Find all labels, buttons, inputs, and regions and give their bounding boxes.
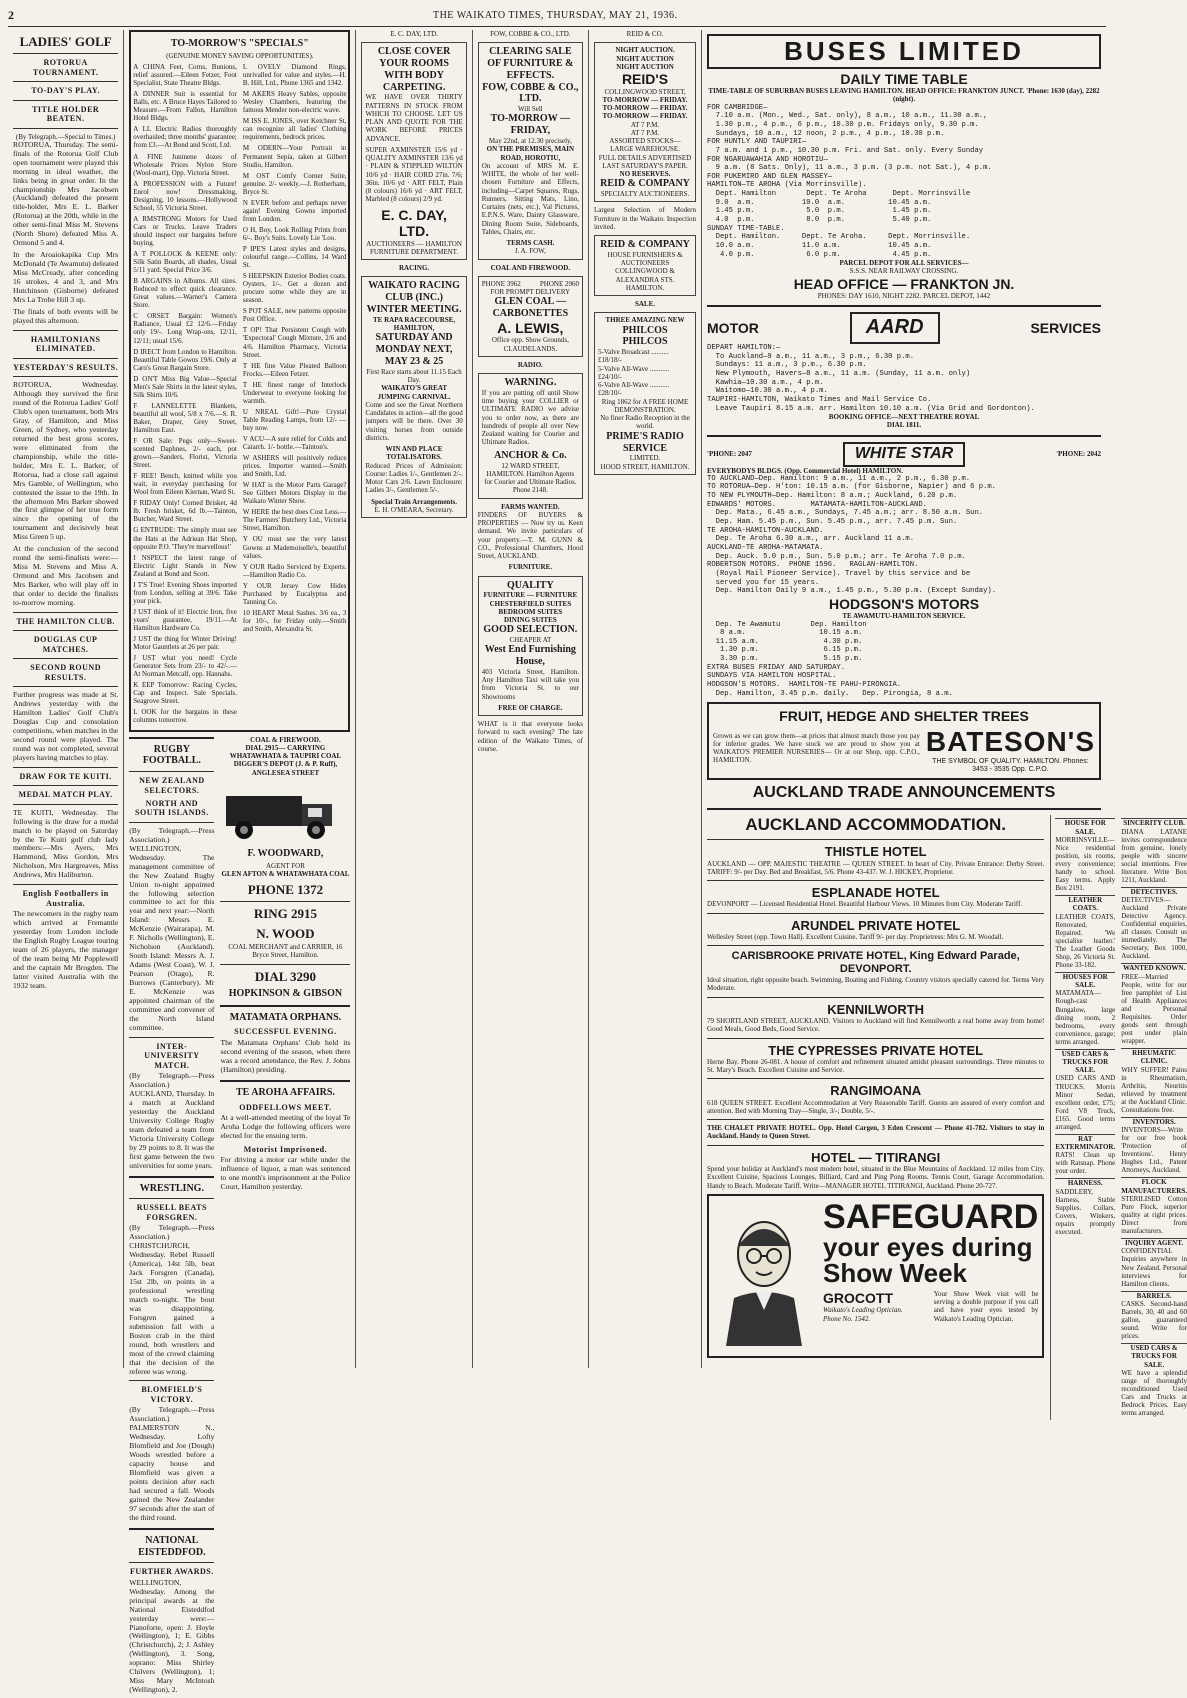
ad-body: Grown as we can grow them—at prices that almost match those you pay for inferior grades. We have stock we are proud to show you at WAIKATO'S PREMIER NURSERIES— Or at our Shop, opp. C.P.O., HAMILTON. [713,731,920,765]
ad-terms: TERMS CASH. [506,239,555,248]
classified-heading: RHEUMATIC CLINIC. [1121,1048,1187,1066]
byline: (By Telegraph.—Special to Times.) [15,132,116,141]
section-header: COAL AND FIREWOOD. [490,263,571,272]
headline: WRESTLING. [139,1182,204,1194]
company: REID & COMPANY [600,239,690,251]
column-specials [124,30,356,1695]
article-paragraph: Further progress was made at St. Andrews yesterday with the Hamilton Ladies' Golf Club's Douglas Cup and consolation competitions, when matches in the second round were played. The round was not completed, several players having matches to play. [13,690,119,762]
hotel-kennilworth: KENNILWORTH [827,1001,925,1017]
details: FULL DETAILS ADVERTISED [598,153,692,162]
auction-line: NIGHT AUCTION [616,54,674,63]
ad-date: TO-MORROW — FRIDAY, [490,113,571,137]
classified-heading: HOUSES FOR SALE. [1055,972,1115,990]
hotel-desc: Herne Bay. Phone 26-081. A house of comfort and refinement situated amidst pleasant surroundings. Three minutes to St. Mary's Beach. Excellent Cuisine and Service. [707,1057,1045,1075]
grocott-phone: Phone No. 1542. [823,1314,871,1323]
ad-title: QUALITY [507,579,554,591]
classified-text: MORRINSVILLE—Nice residential position, six rooms, every convenience; handy to school. Easy terms. Apply Box 2191. [1055,835,1116,893]
special-item: Y OUR Radio Serviced by Experts.—Hamilton Radio Co. [242,562,347,579]
special-item: Y OUR Jersey Cow Hides Purchased by Eucalyptus and Tanning Co. [242,581,347,606]
column-header: E. C. DAY, LTD. [390,30,438,38]
race-subhead: WIN AND PLACE TOTALISATORS. [385,445,443,462]
hodgsons-title: HODGSON'S MOTORS [828,595,980,612]
motor-label: MOTOR [707,320,759,337]
headline-ladies-golf: LADIES' GOLF [19,34,112,49]
article-paragraph: ROTORUA, Wednesday. Although they survived the first round of the Rotorua Ladies' Golf Club's open tournament, both Mrs Gray, of Hamilton, and Miss Green, of Sydney, who yesterday returned the best gross scores, were eliminated from the championship, while the title-holder, Mrs E. L. Barker, of Rotorua, had a close call against Mrs Gamble, of Wellington, who contested the issue to the 19th. In the afternoon Mrs Barker showed the first glimpse of her true form since the opening of the tournament and decisively beat Miss Green 5 up. [13,380,119,542]
subhead: MEDAL MATCH PLAY. [18,790,113,800]
classified-text: DETECTIVES—Auckland Private Detective Agency. Confidential enquiries, all classes. Consult us immediately. The Secretary, Box 1000, Auckland. [1121,896,1187,961]
buses-limited-title: BUSES LIMITED [707,34,1101,69]
phone-number: PHONE 1372 [247,882,324,898]
ad-title: WARNING. [504,377,557,389]
column-ec-day [356,30,472,1368]
fruit-trees-ad [707,702,1101,780]
special-item: W HERE the best does Cost Less.—The Farmers' Butchery Ltd., Victoria Street, Hamilton. [242,508,347,533]
hotel-desc: DEVONPORT — Licensed Residential Hotel. Beautiful Harbour Views. 10 Minutes from City. Moderate Tariff. [707,900,1023,909]
article-paragraph: (By Telegraph.—Press Association.) PALMERSTON N., Wednesday. Lofty Blomfield and Joe (Dough) Woods wrestled before a capacity house and Blomfield was given a points decision after each had secured a fall. Woods gained the New Zealander 97 seconds after the start of the third round. [129,1405,215,1522]
special-item: T OP! That Persistent Cough with 'Expectoral' Cough Mixture, 2/6 and 4/6. Hamilton Pharmacy, Victoria Street. [242,326,347,359]
hotel-cypresses: THE CYPRESSES PRIVATE HOTEL [768,1042,984,1058]
hotel-carisbrooke: CARISBROOKE PRIVATE HOTEL, King Edward Parade, DEVONPORT. [731,950,1020,976]
subhead: INTER-UNIVERSITY MATCH. [144,1041,200,1070]
sss: S.S.S. NEAR RAILWAY CROSSING. [849,267,959,276]
specialty: SPECIALTY AUCTIONEERS. [600,190,690,199]
ad-sub: HOUSE FURNISHERS & AUCTIONEERS [607,250,683,268]
classified-text: USED CARS AND TRUCKS. Morris Minor Sedan, excellent order, £75; Ford V8 Truck, £165. Good terms arranged. [1055,1074,1116,1131]
advertiser-name: N. WOOD [256,925,315,941]
ad-body: On account of MRS M. E. WHITE, the whole of her well-chosen Furniture and Effects, including—Carpet Squares, Rugs, Runners, Sitting Mats, Lino, Curtains (nets, etc.), Val Pictures, E.P.N.S. Ware, Dainty Glassware, Dining Room Suite, Sideboards, Tables, Chairs, etc. [481,161,579,236]
no-reserves: NO RESERVES. [619,170,671,179]
furn-line: DINING SUITES [504,616,557,625]
special-item: S POT SALE, new patterns opposite Post Office. [242,307,347,324]
time-line: AT 7 P.M. [630,120,660,129]
ad-address: HOOD STREET, HAMILTON. [600,462,690,471]
brand: PHILCOS [622,324,668,336]
special-item: G ENTRUDE: The simply must see the Hats at the Adriean Hat Shop, opposite P.O. 'They're marvellous!' [133,526,237,551]
ad-title: THREE AMAZING NEW [605,316,685,325]
hotel-desc: Wellesley Street (opp. Town Hall). Excellent Cuisine. Tariff 9/- per day. Proprietress: Mrs G. M. Woodall. [707,933,1004,942]
ad-sub: Office opp. Show Grounds, CLAUDELANDS. [491,336,569,353]
ad-prices: SUPER AXMINSTER 15/6 yd · QUALITY AXMINSTER 13/6 yd · PLAIN & STIPPLED WILTON 10/6 yd · HAIR CORD 27in. 7/6; 36in. 10/6 yd · ART FELT, Plain (8 colours) 16/6 yd · ART FELT, Marbled (8 colours) 2/9 yd. [365,145,463,204]
classified-text: WE have a splendid range of thoroughly reconditioned Used Cars and Trucks at Bedrock Prices. Easy terms arranged. [1121,1368,1187,1418]
special-item: M AKERS Heavy Sables, opposite Wesley Chambers, featuring the famous Mender non-electric wave. [242,90,347,115]
special-item: A LL Electric Radios thoroughly overhauled; three months' guarantee; from £3.—At Bond and Scott, Ltd. [133,125,237,150]
special-item: V ACU—A sure relief for Colds and Catarrh. 1/- bottle.—Tainton's. [242,434,347,452]
section-header: FARMS WANTED. [501,502,560,511]
subhead: HAMILTONIANS ELIMINATED. [30,334,101,354]
hotel-titirangi: HOTEL — TITIRANGI [811,1149,941,1165]
subhead: DOUGLAS CUP MATCHES. [33,635,98,654]
race-subhead: Special Train Arrangements. [371,497,458,506]
philco-ad [594,312,696,474]
classified-heading: RAT EXTERMINATOR. [1055,1134,1116,1152]
coal-company: DIGGER'S DEPOT (J. & P. Ruff), ANGLESEA STREET [233,760,338,777]
cheaper: CHEAPER AT [509,636,552,645]
subhead: SECOND ROUND RESULTS. [30,663,101,682]
subhead: NEW ZEALAND SELECTORS. [139,776,205,795]
details: LAST SATURDAY'S PAPER. [602,161,688,170]
ad-title: CLOSE COVER YOUR ROOMS WITH BODY CARPETING. [377,46,451,93]
special-item: J UST the thing for Winter Driving! Motor Gauntlets at 26 per pair. [133,635,237,652]
grocott-sub: Waikato's Leading Optician. [823,1306,903,1315]
grocott-body: Your Show Week visit will be serving a double purpose if you call and have your eyes tested by Waikato's Leading Optician. [933,1289,1039,1323]
headline: MATAMATA ORPHANS. [229,1011,342,1023]
special-item: L OVELY Diamond Rings, unrivalled for value and styles.—H. B. Hill, Ltd., Phone 1365 and 1342. [242,63,347,88]
phone-right: 'PHONE: 2042 [1056,450,1101,459]
subhead: TO-DAY'S PLAY. [31,86,100,96]
special-item: M ISS E. JONES, over Ketchner St, can recognize all ladies' Clothing requirements, bedrock prices. [242,117,347,142]
reid-furnishers-ad [594,235,696,296]
subhead: YESTERDAY'S RESULTS. [13,362,119,372]
advertiser-sub: AGENT FOR [265,861,305,870]
special-item: W HAT is the Motor Parts Garage? See Gilbert Motors Display in the Waikato Winter Show. [242,481,347,506]
aard-timetable: DEPART HAMILTON:— To Auckland—9 a.m., 11 a.m., 3 p.m., 6.30 p.m. Sundays: 11 a.m., 3 p.m., 6.30 p.m. New Plymouth, Havers—8 a.m., 11 a.m. (Sunday, 11 a.m. only) Kawhia—10.30 a.m., 4 p.m. Waitomo—10.30 a.m., 4 p.m. TAUPIRI-HAMILTON, Waikato Times and Mail Service Co. Leave Taupiri 8.15 a.m. arr. Hamilton 10.10 a.m. (Via Grid and Gordonton). [707,344,1035,413]
special-item: W ASHERS will positively reduce prices. Importer wanted.—Smith and Smith, Ltd. [242,454,347,479]
headline: NATIONAL EISTEDDFOD. [138,1534,206,1558]
subhead: SUCCESSFUL EVENING. [234,1027,337,1037]
special-item: N EVER before and perhaps never again! Evening Gowns imported from London. [242,198,347,223]
ad-name: FOW, COBBE & CO., LTD. [482,81,579,105]
price-line: 5-Valve Broadcast .......... £18/18/- [598,348,669,365]
good-selection: GOOD SELECTION. [483,624,578,636]
headline: TE AROHA AFFAIRS. [235,1086,335,1098]
special-item: D ON'T Miss Big Value—Special Men's Sale Shirts in the latest styles, Silk Shirts 10/6. [133,374,237,399]
race-admission: Reduced Prices of Admission: Course: Ladies 1/-, Gentlemen 2/-. Motor Cars 2/6. Lawn Enclosure: Ladies 3/-, Gentlemen 5/-. [365,461,463,495]
phone-number: RING 2915 [253,906,318,922]
special-item: A FINE Juninene dozes of Wholesale Prices Nylon Store (Wool-mart), Opp. Victoria Street. [133,152,237,177]
special-item: F LANNELETTE Blankets, beautiful all wool, 5/8 x 7/6.—S. R. Baker, Draper, Grey Street, Hamilton East. [133,401,237,434]
classified-heading: SINCERITY CLUB. [1121,818,1187,827]
ad-name: A. LEWIS, [497,319,564,336]
hotel-desc: 618 QUEEN STREET. Excellent Accommodation at Very Reasonable Tariff. Guests are assured of every comfort and attention. Bed with Morning Tray—Single, 3/-; Double, 5/-. [707,1098,1045,1115]
hotel-desc: Ideal situation, right opposite beach. Swimming, Boating and Fishing. Country visitors specially catered for. Terms Very Moderate. [707,976,1045,993]
batesons-sub: THE SYMBOL OF QUALITY. HAMILTON. Phones: 3453 - 3535 Opp. C.P.O. [932,757,1089,774]
ad-sign: J. A. FOW, [514,247,546,256]
subhead: English Footballers in Australia. [22,889,109,908]
headline: RUGBY FOOTBALL. [142,743,201,767]
safeguard-headline: SAFEGUARD [823,1197,1039,1236]
race-signature: E. H. O'MEARA, Secretary. [374,505,454,514]
race-venue: TE RAPA RACECOURSE, HAMILTON, [373,315,456,333]
classified-text: SADDLERY, Harness, Stable Supplies. Collars, Covers, Winkers, repairs promptly executed. [1055,1187,1116,1236]
section-header: RACING. [399,264,430,273]
classified: FINDERS OF BUYERS & PROPERTIES — Now try us. Keen demand. We invite particulars of your property.—T. M. GUNN & CO., Professional Chambers, Hood Street, AUCKLAND. [477,510,583,561]
race-dates: SATURDAY AND MONDAY NEXT, MAY 23 & 25 [375,332,453,367]
classified-text: DIANA LATANE invites correspondence from genuine, lonely people with sincere social intentions. Free literature. Write Box 1211, Auckland. [1121,827,1187,884]
date-line: TO-MORROW — FRIDAY. [602,104,688,113]
column-reid [589,30,702,1368]
timetable: FOR CAMBRIDGE— 7.10 a.m. (Mon., Wed., Sat. only), 8 a.m., 10 a.m., 11.30 a.m., 1.30 p.m., 4 p.m., 6 p.m., 10.30 p.m. Fridays only, 9.30 p.m. Sundays, 10 a.m., 12 noon, 2 p.m., 4 p.m., 10.30 p.m. FOR HUNTLY AND TAUPIRI— 7 a.m. and 1 p.m., 10.30 p.m. Fri. and Sat. only. Every Sunday FOR NGARUAWAHIA AND HOROTIU— 9 a.m. (8 Sats. Only), 11 a.m., 3 p.m. (3 p.m. not Sat.), 4 p.m. FOR PUKEMIRO AND GLEN MASSEY— HAMILTON—TE AROHA (Via Morrinsville). Dept. Hamilton Dept. Te Aroha Dept. Morrinsville 9.0 a.m. 10.0 a.m. 10.45 a.m. 1.45 p.m. 5.0 p.m. 1.45 p.m. 4.0 p.m. 8.0 p.m. 5.40 p.m. SUNDAY TIME-TABLE. Dept. Hamilton. Dept. Te Aroha. Dept. Morrinsville. 10.0 a.m. 11.0 a.m. 10.45 a.m. 4.0 p.m. 6.0 p.m. 4.45 p.m. [707,103,992,259]
white-star-logo: WHITE STAR [843,442,965,467]
subhead: FURTHER AWARDS. [130,1567,214,1577]
ad-body: If you are putting off until Show time buying your COLLIER or ULTIMATE RADIO we advise you to order now, as there are hundreds of people all over New Zealand waiting for Courier and Ultimate Radios. [481,388,579,447]
subhead: TITLE HOLDER BEATEN. [32,104,100,124]
special-item: F RIDAY Only! Corned Brisket, 4d lb. Fresh brisket, 6d lb.—Tainton, Butcher, Ward Street. [133,499,237,524]
street: COLLINGWOOD STREET, [604,87,686,96]
ad-address: COLLINGWOOD & ALEXANDRA STS. HAMILTON. [615,267,675,292]
columns [8,30,1187,1695]
classified-text: CONFIDENTIAL Inquiries anywhere in New Zealand. Personal interviews for Hamilton clients. [1121,1247,1187,1288]
classified-text: WHY SUFFER! Pains in Rheumatism, Arthritis, Neuritis relieved by treatment at the Auckland Clinic. Consultations free. [1121,1065,1187,1114]
special-item: D IRECT from London to Hamilton. Beautiful Table Gowns 19/6. Only at Caro's Great Bargain Store. [133,347,237,372]
special-item: O H, Boy, Look Rolling Prints from 6/-. Boy's Suits. Lovely Lie 'Loo. [242,225,347,242]
coal-brand: GLEN AFTON & WHATAWHATA COAL [221,869,350,878]
hotel-thistle: THISTLE HOTEL [824,844,927,860]
furn-line: CHESTERFIELD SUITES [489,599,572,608]
specials-title: TO-MORROW'S "SPECIALS" [170,38,309,49]
race-title: WAIKATO RACING CLUB (INC.) WINTER MEETING. [366,280,462,316]
hotel-desc: 79 SHORTLAND STREET, AUCKLAND. Visitors to Auckland will find Kennilworth a real home away from home! Good Meals, Good Beds, Good Service. [707,1017,1045,1034]
classified-heading: HARNESS. [1055,1178,1115,1187]
hodgsons-sub: TE AWAMUTU-HAMILTON SERVICE. [842,612,966,621]
advertiser-name: HOPKINSON & GIBSON [228,987,343,999]
special-item: T HE finest range of Interlock Underwear to everyone looking for warmth. [242,380,347,405]
article-paragraph: At a well-attended meeting of the loyal Te Aroha Lodge the following officers were elected for the ensuing term. [220,1112,351,1140]
ad-address: 12 WARD STREET, HAMILTON. Hamilton Agents for Courier and Ultimate Radios. Phone 2148. [484,461,577,495]
classifieds-left [1055,815,1115,1420]
special-item: C ORSET Bargain: Women's Radiance, Usual £2 12/6.—Friday only 19/-. Long Wrap-ons, 12/11, 12/11; usual 15/6. [133,312,237,345]
classified-heading: INQUIRY AGENT. [1121,1238,1187,1247]
classified-text: LEATHER COATS, Renovated, Repaired. 'We specialise leather.' The Leather Goods Shop, 26 Victoria St. Phone 33-182. [1055,912,1116,969]
page-number: 2 [8,7,15,22]
free: FREE OF CHARGE. [498,703,563,712]
date-line: TO-MORROW — FRIDAY. [602,95,688,104]
time-line: AT 7 P.M. [630,128,660,137]
hotel-desc: Spend your holiday at Auckland's most modern hotel, situated in the Blue Mountains of Auckland. 12 miles from City. Excellent Cuisine, Spacious Lounges, Billiard, Card and Ping Pong Rooms. Tennis Court, Garage Accommodation. Handy to Beach. Moderate Tariff. Write—MANAGER HOTEL TITIRANGI, Auckland. Phone 20-727. [707,1165,1045,1190]
racing-ad [361,276,466,518]
specials-left-list [133,63,237,727]
classified-text: STERILISED Cotton Pure Flock, superior quality at right prices. Direct from manufacturers. [1121,1194,1187,1236]
classified-text: MATAMATA—Rough-cast Bungalow, large dining room, 2 bedrooms, every convenience, garage; terms arranged. [1055,989,1116,1046]
article-paragraph: In the Aroaiokapika Cup Mrs McDonald (Te Awamutu) defeated Miss McCready, after conceding 16 strokes, 4 and 3, and Mrs Hutchinson (Gisborne) defeated Mrs La Trobe Hill 3 up. [13,250,119,304]
tagline: No finer Radio Reception in the world. [600,414,690,431]
brand: PHILCOS [622,336,668,348]
special-item: K EEP Tomorrow: Racing Cycles, Cap and Inspect. Sale Specials. Seagrove Street. [133,681,237,706]
ad-name: E. C. DAY, LTD. [381,206,447,240]
dial: DIAL 1811. [886,421,922,430]
classified-heading: USED CARS & TRUCKS FOR SALE. [1055,1049,1115,1075]
west-end-ad [478,576,583,717]
phone-right: PHONE 2960 [539,279,579,288]
warehouse: LARGE WAREHOUSE. [610,145,680,154]
hodgsons-timetable: Dep. Te Awamutu Dep. Hamilton 8 a.m. 10.15 a.m. 11.15 a.m. 4.30 p.m. 1.30 p.m. 6.15 p.m. 3.30 p.m. 5.15 p.m. EXTRA BUSES FRIDAY AND SATURDAY. SUNDAYS VIA HAMILTON HOSPITAL. HODGSON'S MOTORS. HAMILTON-TE PAHU-PIRONGIA. Dep. Hamilton, 3.45 p.m. daily. Dep. Pirongia, 8 a.m. [707,620,953,698]
column-transport [702,30,1187,1418]
special-item: L OOK for the bargains in these columns tomorrow. [133,708,237,725]
auction-line: NIGHT AUCTION. [615,46,675,55]
auction-line: NIGHT AUCTION [616,62,674,71]
assorted: ASSORTED STOCKS— [609,137,681,146]
subhead: NORTH AND SOUTH ISLANDS. [135,798,209,818]
article-paragraph: The newcomers in the rugby team which arrived at Fremantle yesterday from London include the English Rugby League touring team of 26 players, the manager of the team being Mr Popplewell and the captain Mr Brogden. The latter visited Australia with the 1932 team. [13,909,119,990]
lewis-coal-ad [478,276,583,357]
truck-illustration [220,780,350,844]
special-item: A RMSTRONG Motors for Used Cars or Trucks. Leave Traders should inspect our bargains before buying. [133,214,237,247]
ad-time: May 22nd, at 12.30 precisely, [488,137,572,146]
ad-name: ANCHOR & Co. [494,449,567,461]
safeguard-line2: your eyes during [823,1231,1033,1262]
hotel-chalet: THE CHALET PRIVATE HOTEL. Opp. Hotel Cargen, 3 Eden Crescent — Phone 41-782. Visitors to stay in Auckland. Handy to Queen Street. [707,1124,1045,1141]
special-item: A T POLLOCK & KEENE only: Silk Satin Boards, all shades, Usual 5/11 yard. Special Price 3/6. [133,250,237,275]
ad-place: ON THE PREMISES, MAIN ROAD, HOROTIU, [486,145,575,162]
advertiser-name: F. WOODWARD, [247,847,324,859]
subhead: ROTORUA TOURNAMENT. [32,58,99,77]
article-paragraph: (By Telegraph.—Press Association.) WELLINGTON, Wednesday. The management committee of the New Zealand Rugby Union to-night appointed the following selection committee to act for this year and next year:—North Island: Messrs E. McKenzie (Wairarapa), M. F. Nicholls (Wellington), E. Nicholson (Auckland). South Island: Messrs A. J. Adams (West Coast), W. J. Pearson (Otago), R. Burrows (Canterbury). Mr E. McKenzie was appointed chairman of the committee and convener of the North Island committee. [129,825,215,1032]
special-item: P IPE'S Latest styles and designs, colourful range.—Collins, 14 Ward St. [242,244,347,270]
subhead: BLOMFIELD'S VICTORY. [141,1385,203,1404]
hotel-rangimoana: RANGIMOANA [830,1083,922,1099]
specials-right-list [243,63,347,727]
column-header: REID & CO. [626,30,664,38]
classified-heading: HOUSE FOR SALE. [1055,818,1115,836]
classified-heading: DETECTIVES. [1121,887,1187,896]
column-fow-cobbe [473,30,589,1368]
limited: LIMITED. [629,454,661,463]
grocott-name: GROCOTT [823,1289,894,1306]
radio-warning-ad [478,373,583,498]
special-item: A DINNER Suit is essential for Balls, etc. A Bruce Hayes Tailored to Measure.—From Fallon, Hamilton Hotel Bldgs. [133,90,237,123]
batesons-logo: BATESON'S [925,725,1096,757]
classified-heading: BARRELS. [1121,1291,1187,1300]
race-subhead: WAIKATO'S GREAT JUMPING CARNIVAL. [377,384,451,401]
article-paragraph: (By Telegraph.—Press Association.) AUCKLAND, Thursday. In a match at Auckland yesterday the Auckland University College Rugby team defeated a team from Victoria University College by 29 points to 8. It was the first game between the two universities for some years. [129,1071,215,1170]
section-header: RADIO. [517,360,543,369]
coal-title: DIAL 2915— CARRYING WHATAWHATA & TAUPIRI COAL [229,743,342,761]
ad-name: REID'S [621,71,669,87]
classified-text: CASKS. Second-hand Barrels, 30, 40 and 60 gallon, guaranteed sound. Write for prices. [1121,1299,1187,1341]
classified-heading: LEATHER COATS. [1055,895,1115,913]
filler: WHAT is it that everyone looks forward to each evening? The late edition of the Waikato Times, of course. [477,720,583,753]
special-item: F REE! Bench, knitted while you wait, in everyday purchasing for Wool from Eileen Kiernan, Ward St. [133,472,237,497]
ad-address: 403 Victoria Street, Hamilton. Any Hamilton Taxi will take you from Victoria St. to our Showrooms [481,667,579,701]
advertiser-sub: COAL MERCHANT and CARRIER, 16 Bryce Street, Hamilton. [228,943,343,960]
ad-sell: Will Sell [517,105,543,114]
phone-left: PHONE 3962 [481,279,521,288]
carpet-ad [361,42,466,260]
masthead [8,4,1106,27]
special-item: J UST what you need! Cycle Generator Sets from 23/- to 42/-.—At Norman Metcalf, opp. Hannahs. [133,654,237,679]
special-item: I T'S True! Evening Shoes imported from London, selling at 39/6. Take your pick. [133,580,237,605]
hotel-desc: AUCKLAND — OPP. MAJESTIC THEATRE — QUEEN STREET. In heart of City. Private Entrance: Derby Street. TARIFF: 9/- per Day. Bed and Breakfast, 5/6. Phone 43-437. W. J. HICKEY, Proprietor. [707,859,1045,876]
ad-title: CLEARING SALE OF FURNITURE & EFFECTS. [487,46,574,81]
ad-name: West End Furnishing House, [484,644,576,668]
classified-text: RATS! Clean up with Ratsnap. Phone your order. [1055,1151,1116,1176]
head-office: HEAD OFFICE — FRANKTON JN. [793,275,1015,292]
clearing-sale-ad [478,42,583,259]
night-auction-ad [594,42,696,202]
date-line: TO-MORROW — FRIDAY. [602,112,688,121]
company: PRIME'S RADIO SERVICE [606,430,684,454]
services-label: SERVICES [1030,320,1102,337]
ad-sub: AUCTIONEERS — HAMILTON FURNITURE DEPARTMENT. [366,239,462,256]
special-item: M ODERN—Your Portrait in Permanent Sepia, taken at Gilbert Studio, Hamilton. [242,144,347,169]
subhead: Motorist Imprisoned. [243,1144,328,1154]
auckland-trade: AUCKLAND TRADE ANNOUNCEMENTS [752,784,1056,802]
race-start: First Race starts about 11.15 Each Day. [366,367,462,384]
auckland-accommodation: AUCKLAND ACCOMMODATION. [745,815,1006,835]
ad-title: FRUIT, HEDGE AND SHELTER TREES [779,708,1029,725]
section-header: SALE. [634,300,656,309]
article-paragraph: The finals of both events will be played this afternoon. [13,306,119,325]
classified-heading: INVENTORS. [1121,1117,1187,1126]
aard-logo: AARD [850,312,940,344]
hotel-arundel: ARUNDEL PRIVATE HOTEL [791,917,961,933]
special-item: I NSPECT the latest range of Electric Light Stands in New Zealand at Bond and Scott. [133,553,237,578]
article-paragraph: The Matamata Orphans' Club held its second evening of the season, when there was a record attendance, the Rev. J. Johns (Hamilton) presiding. [220,1037,351,1074]
article-paragraph: At the conclusion of the second round the semi-finalists were:—Miss M. Stevens and Miss A. Ormond and Mrs Jacobsen and Mrs Barker, who will play off in that order to decide the finalists to-morrow morning. [13,544,119,608]
booking-office: BOOKING OFFICE—NEXT THEATRE ROYAL [828,413,980,422]
company: REID & COMPANY [600,178,690,190]
article-paragraph: ROTORUA, Thursday. The semi-finals of the Rotorua Golf Club open tournament were played this morning in ideal weather, the links being in great order. In the championship Mrs Jacobsen (Auckland) defeated the present title-holder, Mrs E. L. Barker (Rotorua) at the 20th, while in the other semi-final Miss M. Stevens (North Shore) defeated Miss A. Ormond 5 and 4. [13,139,119,248]
coal-brand: GLEN COAL — CARBONETTES [492,296,569,320]
hotel-esplanade: ESPLANADE HOTEL [811,885,940,901]
phone-left: 'PHONE: 2047 [707,450,752,459]
race-body: Come and see the Great Northern Candidates in action—all the good jumpers will be there. Over 30 visiting horses from outside districts. [365,400,463,442]
classified-text: FREE—Married People, write for our free pamphlet of List of Health Appliances and Personal Requisites. Order goods sent through post under plain wrapper. [1121,972,1187,1046]
article-paragraph: WELLINGTON, Wednesday. Among the principal awards at the National Eisteddfod yesterday were:—Pianoforte, open: J. Hoyle (Wellington), 1; E. Gibbs (Christchurch), 2; J. Ashley (Wellington), 3. Song, soprano: Miss Shirley Chilvers (Wellington), 1; Miss Mary McIntosh (Wellington), 2. [129,1577,215,1695]
special-item: B ARGAINS in Albums. All sizes. Reduced to effect quick clearance. Great values.—Warner's Camera Store. [133,277,237,310]
article-paragraph: (By Telegraph.—Press Association.) CHRISTCHURCH, Wednesday. Rebel Russell (America), 14st 5lb, beat Jack Forsgren (Canada), 15st 2lb, on points in a professional wrestling match to-night. The bout was disappointing. Forsgren gained a submission fall with a Boston crab in the third round, both wrestlers and most of the crowd claiming that the decision of the referee was wrong. [129,1223,215,1376]
parcel: PARCEL DEPOT FOR ALL SERVICES— [839,259,969,268]
section-header: COAL & FIREWOOD. [250,735,321,744]
subhead: ODDFELLOWS MEET. [239,1102,332,1112]
special-item: U NREAL Gift!—Pure Crystal Table Reading Lamps, from 12/- — buy now. [242,407,347,432]
ad-body: WE HAVE OVER THIRTY PATTERNS IN STOCK FROM WHICH TO CHOOSE. LET US PLAN AND QUOTE FOR THE WORK BEFORE PRICES ADVANCE. [365,93,463,143]
safeguard-line3: Show Week [823,1257,968,1288]
phone-number: DIAL 3290 [254,968,316,984]
special-item: Y OU must see the very latest Gowns at Mademoiselle's, beautiful values. [242,535,347,560]
specials-subtitle: (GENUINE MONEY SAVING OPPORTUNITIES). [166,51,314,60]
phones: PHONES: DAY 1610, NIGHT 2282. PARCEL DEPOT, 1442 [817,292,991,301]
special-item: T HE fine Value Pleated Balloon Frocks.—Eileen Fetzer. [242,361,347,378]
column-sports [8,30,124,1368]
classified-heading: WANTED KNOWN. [1122,964,1186,973]
subhead: THE HAMILTON CLUB. [16,616,115,626]
classified-heading: FLOCK MANUFACTURERS. [1121,1178,1187,1195]
special-item: S HEEPSKIN Exterior Bodies coats. Oysters, 1/-. Get a dozen and procure some while they are in season. [242,272,347,305]
section-header: FURNITURE. [508,563,553,572]
subhead: DRAW FOR TE KUITI. [19,771,112,781]
classified-text: INVENTORS—Write for our free book 'Protection of Inventions'. Henry Hughes Ltd., Patent Attorneys, Auckland. [1121,1126,1187,1175]
classified-heading: USED CARS & TRUCKS FOR SALE. [1121,1343,1187,1369]
portrait-illustration [709,1196,819,1356]
prompt-delivery: FOR PROMPT DELIVERY [490,288,571,297]
furn-line: FURNITURE — FURNITURE [483,591,578,600]
ad-body: Largest Selection of Modern Furniture in the Waikato. Inspection invited. [594,206,697,231]
special-item: 10 HEART Metal Sashes. 3/6 ea., 3 for 10/-, for Friday only.—Smith and Smith, Alexandra St. [242,608,347,633]
daily-timetable: DAILY TIME TABLE [840,70,968,87]
ring-line: Ring 1862 for A FREE HOME DEMONSTRATION. [601,397,689,414]
special-item: A CHINA Feet, Corns, Bunions, relief assured.—Eileen Fetzer, Foot Specialist, State Theatre Bldgs. [133,63,237,88]
furn-line: BEDROOM SUITES [498,607,563,616]
column-header: FOW, COBBE & CO., LTD. [490,30,571,38]
white-star-timetable: TO AUCKLAND—Dep. Hamilton: 9 a.m., 11 a.m., 2 p.m., 6.30 p.m. TO ROTORUA—Dep. H'ton: 10.15 a.m. (for Gisborne, Napier) and 6 p.m. TO NEW PLYMOUTH—Dep. Hamilton: 8 a.m.; Auckland, 6.20 p.m. EDWARDS' MOTORS. MATAMATA-HAMILTON-AUCKLAND. Dep. Mata., 6.45 a.m., Sundays, 7.45 a.m.; arr. 8.50 a.m. Sun. Dep. Ham. 5.45 p.m., Sun. 5.45 p.m., arr. 7.45 p.m. Sun. TE AROHA-HAMILTON-AUCKLAND. Dep. Te Aroha 6.30 a.m., arr. Auckland 11 a.m. AUCKLAND-TE AROHA-MATAMATA. Dep. Auck. 5.0 p.m., Sun. 5.0 p.m.; arr. Te Aroha 7.0 p.m. ROBERTSON MOTORS. PHONE 1596. RAGLAN-HAMILTON. (Royal Mail Pioneer Service). Travel by this service and be served you for 15 years. Dep. Hamilton Daily 9 a.m., 1.45 p.m., 5.30 p.m. (Except Sunday). [707,474,997,596]
special-item: A PROFESSION with a Future! Enrol now! Dressmaking, Designing, 10 lessons.—Hollywood School, 55 Victoria Street. [133,179,237,212]
paper-title: THE WAIKATO TIMES, THURSDAY, MAY 21, 1936. [432,9,678,21]
timetable-head: TIME-TABLE OF SUBURBAN BUSES LEAVING HAMILTON. HEAD OFFICE: FRANKTON JUNCT. 'Phone: 1630 (day), 2282 (night). [708,87,1100,104]
article-paragraph: TE KUITI, Wednesday. The following is the draw for a medal match to be played on Saturday by the Te Kuiti golf club lady members:—Mrs Ayers, Mrs Hammond, Miss Gordon, Mrs Nicholson, Mrs Hargreaves, Miss Andrews, Mrs Haliburton. [13,807,119,880]
grocott-ad [707,1194,1044,1358]
price-line: 5-Valve All-Wave ........... £24/10/- [598,364,670,381]
article-paragraph: For driving a motor car while under the influence of liquor, a man was sentenced to one month's imprisonment at the Police Court, Hamilton yesterday. [220,1155,351,1192]
special-item: F OR Sale: Pegs only—Sweet-scented Daphnes, 2/- each, pot grown.—Sanders, Florist, Victoria Street. [133,437,237,470]
classifieds-right [1121,815,1187,1420]
special-item: M OST Comfy Corner Suite, genuine. 2/- weekly.—J. Rotherham, Bryce St. [242,171,347,196]
price-line: 6-Valve All-Wave ........... £28/10/- [598,381,670,398]
special-item: J UST think of it! Electric Iron, five years' guarantee, 19/11.—At Hamilton Hardware Co. [133,607,237,632]
subhead: RUSSELL BEATS FORSGREN. [136,1203,207,1222]
everybodys: EVERYBODYS BLDGS. (Opp. Commercial Hotel) HAMILTON. [707,466,904,475]
